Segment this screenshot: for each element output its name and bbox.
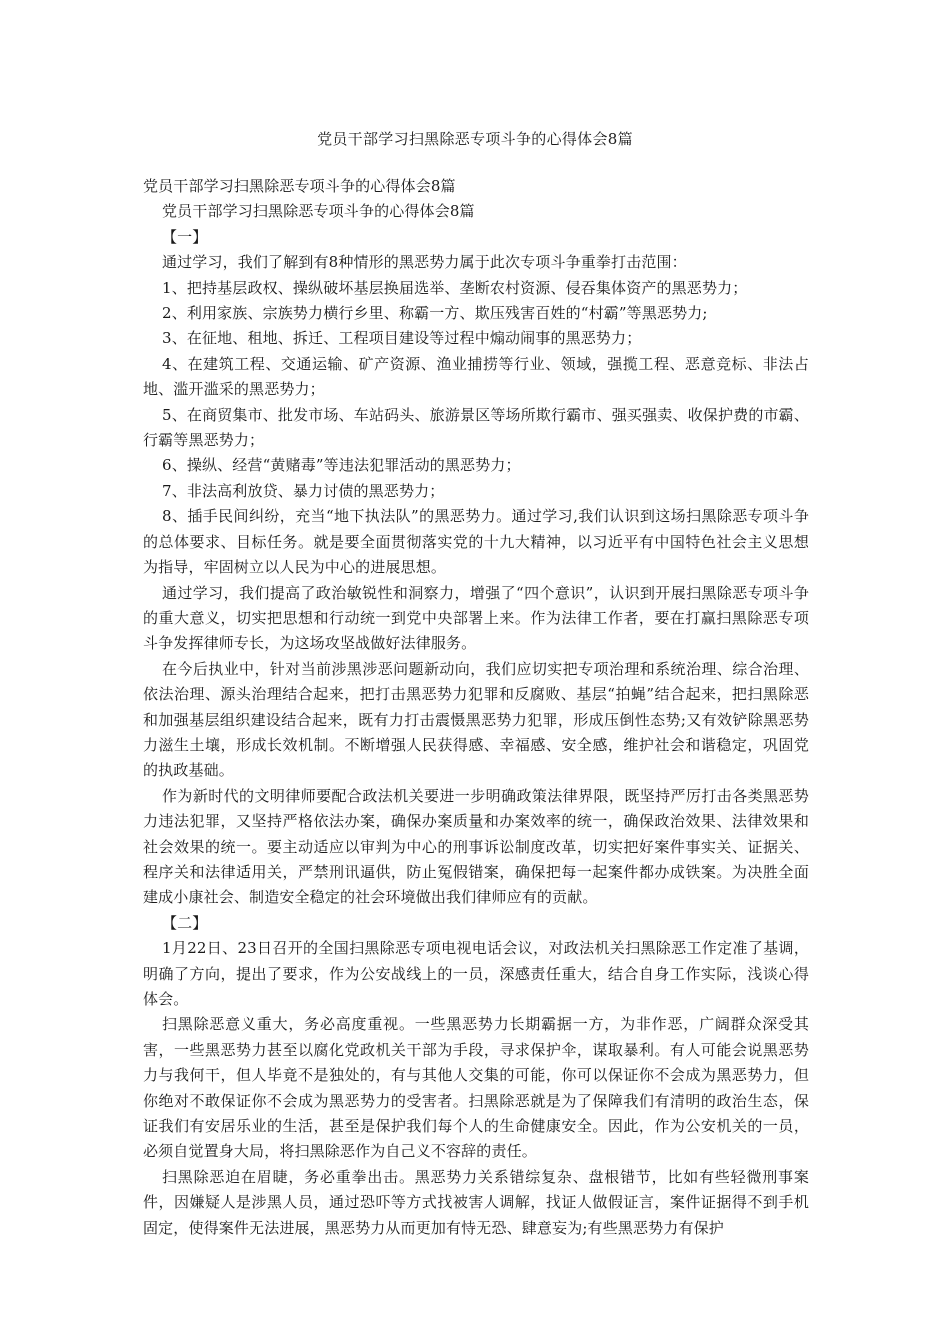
paragraph: 8、插手民间纠纷，充当“地下执法队”的黑恶势力。通过学习,我们认识到这场扫黑除恶专项斗争的总体要求、目标任务。就是要全面贯彻落实党的十九大精神，以习近平有中国特色社会主义思想为指导，牢固树立以人民为中心的进展思想。 xyxy=(143,507,809,577)
paragraph: 通过学习，我们了解到有8种情形的黑恶势力属于此次专项斗争重拳打击范围： xyxy=(162,253,687,272)
section-2-label: 【二】 xyxy=(162,913,208,932)
paragraph: 1月22日、23日召开的全国扫黑除恶专项电视电话会议，对政法机关扫黑除恶工作定准了基调，明确了方向，提出了要求，作为公安战线上的一员，深感责任重大，结合自身工作实际，浅谈心得体会。 xyxy=(143,939,809,1008)
paragraph: 6、操纵、经营“黄赌毒”等违法犯罪活动的黑恶势力； xyxy=(162,456,521,475)
paragraph: 3、在征地、租地、拆迁、工程项目建设等过程中煽动闹事的黑恶势力； xyxy=(162,329,642,348)
paragraph: 扫黑除恶迫在眉睫，务必重拳出击。黑恶势力关系错综复杂、盘根错节，比如有些轻微刑事案件，因嫌疑人是涉黑人员，通过恐吓等方式找被害人调解，找证人做假证言，案件证据得不到手机固定，使得案件无法进展，黑恶势力从而更加有恃无恐、肆意妄为;有些黑恶势力有保护 xyxy=(143,1167,809,1237)
paragraph: 1、把持基层政权、操纵破坏基层换届选举、垄断农村资源、侵吞集体资产的黑恶势力； xyxy=(162,278,748,297)
document-body xyxy=(143,174,809,1241)
heading-repeat: 党员干部学习扫黑除恶专项斗争的心得体会8篇 xyxy=(143,177,456,195)
paragraph: 扫黑除恶意义重大，务必高度重视。一些黑恶势力长期霸据一方，为非作恶，广阔群众深受其害，一些黑恶势力甚至以腐化党政机关干部为手段，寻求保护伞，谋取暴利。有人可能会说黑恶势力与我何干，但人毕竟不是独处的，有与其他人交集的可能，你可以保证你不会成为黑恶势力，但你绝对不敢保证你不会成为黑恶势力的受害者。扫黑除恶就是为了保障我们有清明的政治生态，保证我们有安居乐业的生活，甚至是保护我们每个人的生命健康安全。因此，作为公安机关的一员，必须自觉置身大局，将扫黑除恶作为自己义不容辞的责任。 xyxy=(143,1015,809,1161)
document-title: 党员干部学习扫黑除恶专项斗争的心得体会8篇 xyxy=(317,130,633,148)
paragraph: 5、在商贸集市、批发市场、车站码头、旅游景区等场所欺行霸市、强买强卖、收保护费的市霸、行霸等黑恶势力； xyxy=(143,405,809,450)
paragraph: 在今后执业中，针对当前涉黑涉恶问题新动向，我们应切实把专项治理和系统治理、综合治理、依法治理、源头治理结合起来，把打击黑恶势力犯罪和反腐败、基层“拍蝇”结合起来，把扫黑除恶和加强基层组织建设结合起来，既有力打击震慑黑恶势力犯罪，形成压倒性态势;又有效铲除黑恶势力滋生土壤，形成长效机制。不断增强人民获得感、幸福感、安全感，维护社会和谐稳定，巩固党的执政基础。 xyxy=(143,659,809,780)
paragraph: 通过学习，我们提高了政治敏锐性和洞察力，增强了“四个意识”，认识到开展扫黑除恶专项斗争的重大意义，切实把思想和行动统一到党中央部署上来。作为法律工作者，要在打赢扫黑除恶专项斗争发挥律师专长，为这场攻坚战做好法律服务。 xyxy=(143,583,809,653)
paragraph: 7、非法高利放贷、暴力讨债的黑恶势力； xyxy=(162,481,445,500)
heading-repeat-2: 党员干部学习扫黑除恶专项斗争的心得体会8篇 xyxy=(162,202,475,221)
paragraph: 4、在建筑工程、交通运输、矿产资源、渔业捕捞等行业、领域，强揽工程、恶意竞标、非法占地、滥开滥采的黑恶势力； xyxy=(143,354,809,399)
section-1-label: 【一】 xyxy=(162,227,208,246)
paragraph: 作为新时代的文明律师要配合政法机关要进一步明确政策法律界限，既坚持严厉打击各类黑恶势力违法犯罪，又坚持严格依法办案，确保办案质量和办案效率的统一，确保政治效果、法律效果和社会效果的统一。要主动适应以审判为中心的刑事诉讼制度改革，切实把好案件事实关、证据关、程序关和法律适用关，严禁刑讯逼供，防止冤假错案，确保把每一起案件都办成铁案。为决胜全面建成小康社会、制造安全稳定的社会环境做出我们律师应有的贡献。 xyxy=(143,786,809,907)
paragraph: 2、利用家族、宗族势力横行乡里、称霸一方、欺压残害百姓的“村霸”等黑恶势力; xyxy=(162,304,708,323)
